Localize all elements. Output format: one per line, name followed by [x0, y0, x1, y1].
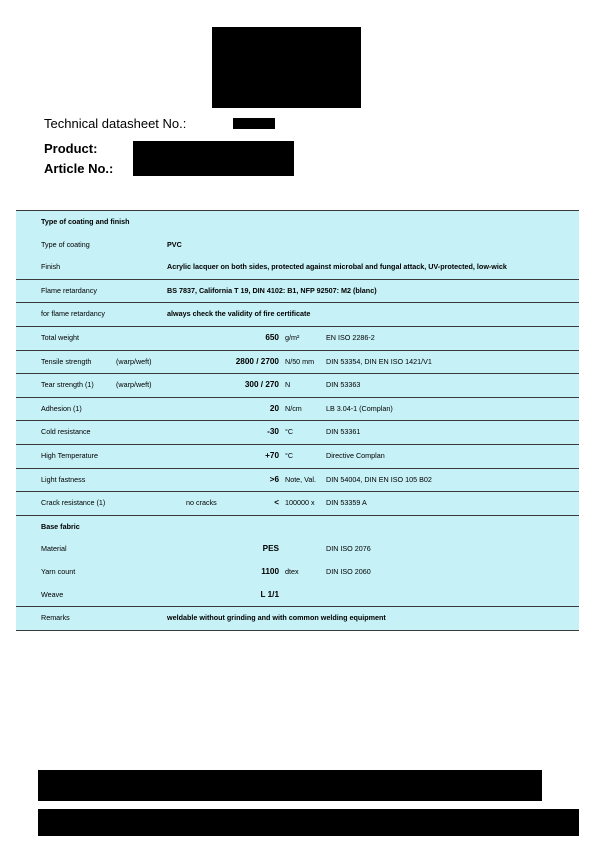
- row-label: Adhesion (1): [41, 403, 82, 413]
- table-row: [16, 538, 579, 561]
- row-label: Weave: [41, 589, 64, 599]
- row-standard: EN ISO 2286-2: [326, 332, 375, 342]
- product-redaction: [133, 141, 294, 176]
- row-sublabel: (warp/weft): [116, 380, 152, 390]
- table-row: [16, 445, 579, 469]
- row-standard: LB 3.04-1 (Complan): [326, 403, 393, 413]
- datasheet-number-label: Technical datasheet No.:: [44, 116, 187, 131]
- row-text: PVC: [167, 239, 182, 249]
- row-unit: N/50 mm: [285, 356, 315, 366]
- row-label: Type of coating: [41, 239, 90, 249]
- table-row: [16, 492, 579, 516]
- row-value: <: [274, 498, 279, 508]
- table-row: [16, 327, 579, 351]
- row-unit: Note, Val.: [285, 474, 317, 484]
- footer-redaction-1: [38, 770, 542, 801]
- row-value: 2800 / 2700: [235, 356, 279, 366]
- table-row: [16, 234, 579, 257]
- row-value: 20: [269, 403, 279, 413]
- row-label: Material: [41, 544, 67, 554]
- table-row: [16, 561, 579, 584]
- row-unit: dtex: [285, 566, 299, 576]
- table-row: [16, 280, 579, 304]
- row-standard: DIN 53354, DIN EN ISO 1421/V1: [326, 356, 432, 366]
- row-unit: g/m²: [285, 332, 300, 342]
- row-standard: DIN ISO 2060: [326, 566, 371, 576]
- row-text: weldable without grinding and with common welding equipment: [167, 613, 386, 623]
- row-standard: DIN 53363: [326, 380, 361, 390]
- row-label: Remarks: [41, 613, 70, 623]
- datasheet-table: [16, 210, 579, 631]
- row-unit: 100000 x: [285, 498, 315, 508]
- table-row: [16, 256, 579, 280]
- row-label: Tear strength (1): [41, 380, 94, 390]
- row-label: Tensile strength: [41, 356, 92, 366]
- row-value: +70: [265, 450, 279, 460]
- section-base-title: Base fabric: [41, 521, 80, 531]
- row-value: -30: [267, 427, 279, 437]
- row-label: Flame retardancy: [41, 285, 97, 295]
- row-standard: Directive Complan: [326, 450, 385, 460]
- row-standard: DIN 53359 A: [326, 498, 367, 508]
- row-text: Acrylic lacquer on both sides, protected against microbal and fungal attack, UV-protected, low-wick: [167, 262, 507, 272]
- datasheet-number-redaction: [233, 118, 275, 129]
- section-coating-row: [16, 211, 579, 234]
- row-unit: N: [285, 380, 291, 390]
- logo-redaction: [212, 27, 361, 108]
- table-row: [16, 421, 579, 445]
- row-label: Light fastness: [41, 474, 86, 484]
- table-row: [16, 584, 579, 608]
- row-value: 300 / 270: [244, 380, 279, 390]
- row-text: always check the validity of fire certificate: [167, 309, 311, 319]
- table-row: [16, 351, 579, 375]
- section-base-row: [16, 516, 579, 539]
- row-text: BS 7837, California T 19, DIN 4102: B1, NFP 92507: M2 (blanc): [167, 285, 377, 295]
- row-standard: DIN ISO 2076: [326, 544, 371, 554]
- row-label: Finish: [41, 262, 61, 272]
- row-label: Cold resistance: [41, 427, 91, 437]
- table-row: [16, 469, 579, 493]
- row-unit: °C: [285, 450, 294, 460]
- row-standard: DIN 53361: [326, 427, 361, 437]
- row-label: Yarn count: [41, 566, 76, 576]
- row-note: no cracks: [186, 498, 217, 508]
- row-label: Total weight: [41, 332, 79, 342]
- row-label: Crack resistance (1): [41, 498, 106, 508]
- row-value: 650: [265, 332, 279, 342]
- row-sublabel: (warp/weft): [116, 356, 152, 366]
- table-row: [16, 607, 579, 630]
- row-label: High Temperature: [41, 450, 98, 460]
- section-coating-title: Type of coating and finish: [41, 217, 130, 226]
- row-label: for flame retardancy: [41, 309, 105, 319]
- row-value: L 1/1: [260, 589, 279, 599]
- article-number-label: Article No.:: [44, 161, 114, 176]
- table-row: [16, 398, 579, 422]
- table-row: [16, 374, 579, 398]
- row-unit: N/cm: [285, 403, 302, 413]
- footer-redaction-2: [38, 809, 579, 836]
- row-value: PES: [262, 544, 279, 554]
- row-value: 1100: [261, 566, 279, 576]
- row-standard: DIN 54004, DIN EN ISO 105 B02: [326, 474, 432, 484]
- row-value: >6: [269, 474, 279, 484]
- row-unit: °C: [285, 427, 294, 437]
- product-label: Product:: [44, 141, 98, 156]
- table-row: [16, 303, 579, 327]
